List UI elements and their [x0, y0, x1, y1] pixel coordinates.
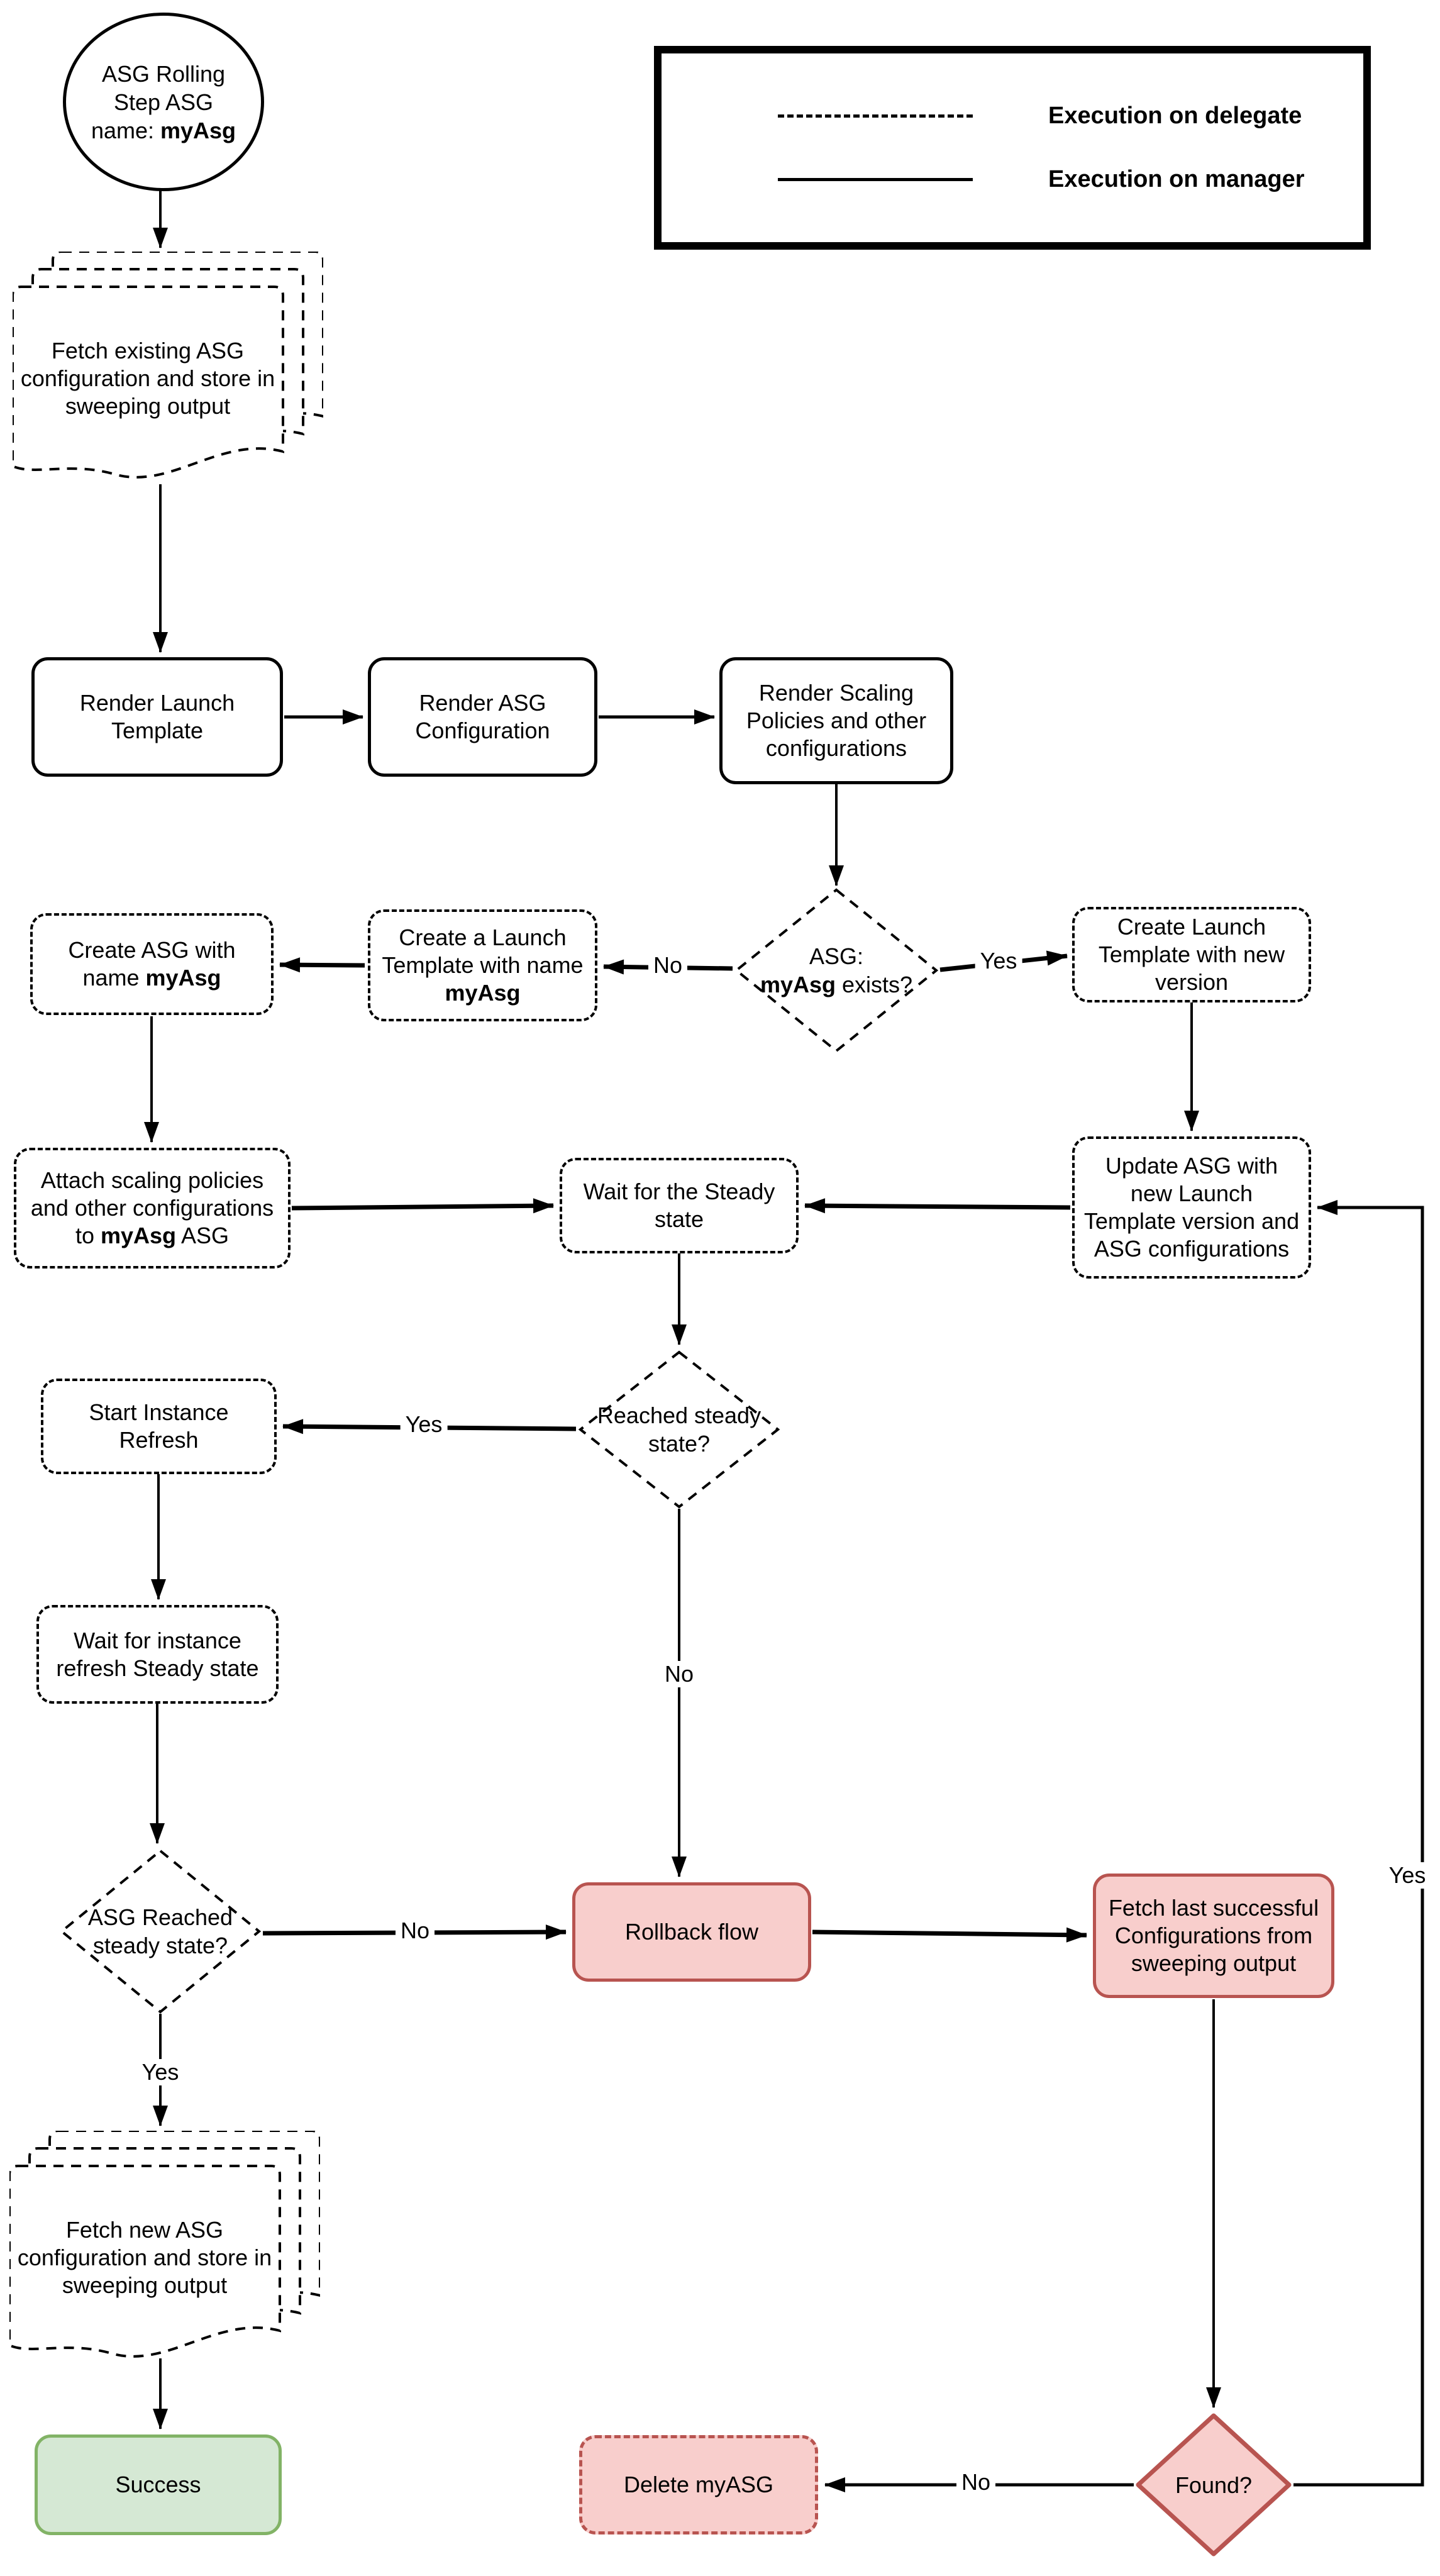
legend-row-manager — [778, 166, 1363, 193]
legend-label-delegate: Execution on delegate — [1048, 103, 1302, 129]
legend — [654, 46, 1371, 250]
create-asg-label — [42, 936, 262, 992]
found-decision-node — [1135, 2412, 1292, 2557]
success-node — [35, 2434, 282, 2535]
wait-instance-refresh-node — [36, 1605, 279, 1704]
edge-update-to-wait — [805, 1206, 1070, 1208]
fetch-new-config-node — [9, 2131, 320, 2365]
create-launch-template-named-label — [379, 924, 586, 1007]
wait-instance-refresh-label: Wait for instance refresh Steady state — [56, 1627, 259, 1681]
create-lt-named-bold: myAsg — [445, 979, 521, 1006]
create-lt-named-prefix: Create a Launch Template with name — [382, 924, 584, 979]
solid-line-sample — [778, 178, 973, 181]
asg-exists-suffix: exists? — [836, 972, 913, 997]
attach-prefix: Attach scaling policies and other configurations to — [30, 1167, 274, 1248]
asg-exists-bold: myAsg — [760, 972, 836, 997]
wait-steady-state-label: Wait for the Steady state — [583, 1179, 775, 1232]
reached-steady-state-label: Reached steady state? — [597, 1402, 762, 1457]
start-name-prefix: name: — [91, 117, 160, 143]
start-name-bold: myAsg — [160, 117, 236, 143]
attach-suffix: ASG — [176, 1222, 230, 1248]
render-asg-configuration-node — [368, 657, 597, 777]
render-launch-template-node — [31, 657, 283, 777]
found-decision-label: Found? — [1175, 2472, 1253, 2498]
edge-label-found-no: No — [956, 2469, 995, 2496]
asg-exists-decision-node — [734, 888, 938, 1053]
edge-label-exists-no: No — [648, 952, 687, 979]
edge-label-asg-reached-yes: Yes — [137, 2059, 184, 2085]
create-asg-node — [30, 913, 274, 1015]
create-asg-bold: myAsg — [145, 965, 221, 991]
render-asg-configuration-label: Render ASG Configuration — [415, 690, 550, 743]
update-asg-label: Update ASG with new Launch Template version and ASG configurations — [1083, 1153, 1300, 1262]
asg-reached-steady-state-label: ASG Reached steady state? — [87, 1904, 233, 1958]
fetch-existing-config-label: Fetch existing ASG configuration and store in sweeping output — [20, 338, 275, 419]
asg-reached-steady-state-decision-node — [60, 1849, 261, 2014]
attach-scaling-policies-label — [25, 1167, 279, 1250]
edge-label-found-yes: Yes — [1384, 1862, 1431, 1889]
asg-exists-prefix: ASG: — [809, 943, 864, 969]
fetch-last-successful-node — [1093, 1874, 1334, 1998]
attach-scaling-policies-node — [14, 1148, 291, 1269]
success-label: Success — [115, 2472, 201, 2498]
start-instance-refresh-label: Start Instance Refresh — [89, 1399, 229, 1453]
render-scaling-policies-label: Render Scaling Policies and other configurations — [746, 680, 927, 761]
create-launch-template-named-node — [368, 909, 597, 1021]
fetch-last-successful-label: Fetch last successful Configurations from sweeping output — [1108, 1895, 1319, 1976]
dashed-line-sample — [778, 114, 973, 118]
wait-steady-state-node — [560, 1158, 799, 1253]
edge-label-reached-no: No — [660, 1661, 699, 1687]
legend-label-manager: Execution on manager — [1048, 166, 1305, 192]
rollback-flow-label: Rollback flow — [624, 1919, 759, 1945]
edge-label-asg-reached-no: No — [396, 1918, 435, 1944]
legend-row-delegate — [778, 103, 1363, 130]
update-asg-node — [1072, 1136, 1311, 1279]
edge-attach-to-wait — [292, 1206, 553, 1208]
delete-my-asg-label: Delete myASG — [623, 2472, 774, 2498]
start-label: ASG Rolling Step ASG — [101, 60, 226, 115]
create-launch-template-new-version-node — [1072, 907, 1311, 1002]
start-instance-refresh-node — [41, 1379, 277, 1474]
edge-label-exists-yes: Yes — [975, 948, 1022, 974]
create-asg-prefix: Create ASG with name — [68, 937, 236, 991]
fetch-existing-config-node — [13, 252, 323, 486]
reached-steady-state-decision-node — [579, 1350, 780, 1509]
edge-rollback-to-fetch-last — [812, 1932, 1087, 1935]
rollback-flow-node — [572, 1882, 811, 1982]
create-launch-template-new-version-label: Create Launch Template with new version — [1098, 914, 1285, 995]
start-node — [63, 13, 264, 191]
asg-exists-decision-label — [734, 888, 938, 1053]
render-launch-template-label: Render Launch Template — [79, 690, 235, 743]
delete-my-asg-node — [579, 2435, 818, 2534]
edge-found-yes — [1293, 1208, 1422, 2485]
fetch-new-config-label: Fetch new ASG configuration and store in sweeping output — [17, 2217, 272, 2298]
render-scaling-policies-node — [719, 657, 953, 784]
attach-bold: myAsg — [100, 1222, 177, 1248]
edge-label-reached-yes: Yes — [401, 1411, 448, 1438]
